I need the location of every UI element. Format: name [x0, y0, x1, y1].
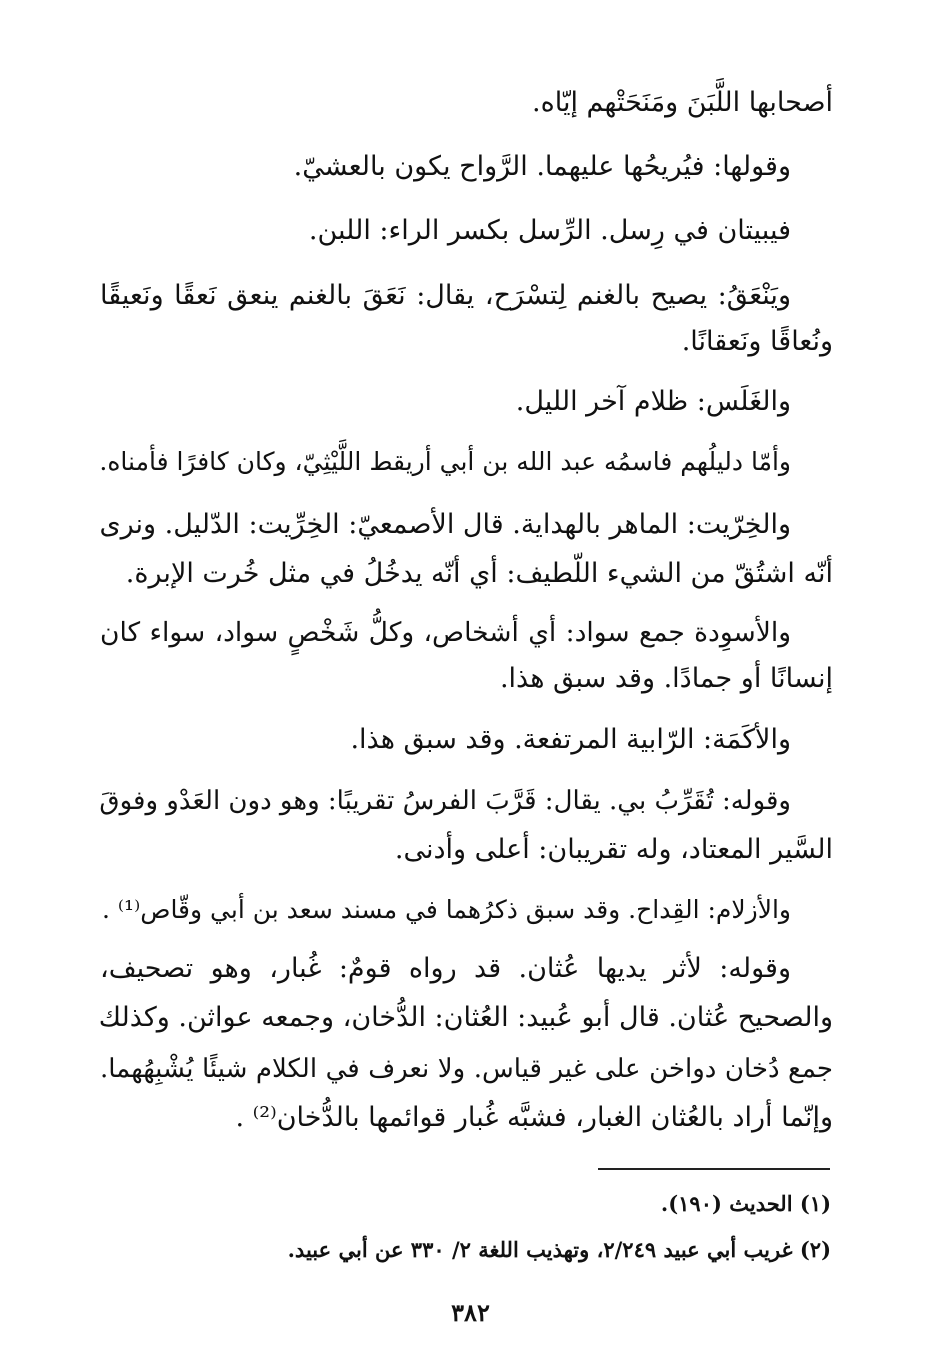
- text-line: ونُعاقًا ونَعقانًا.: [681, 326, 833, 357]
- page-number: ٣٨٢: [451, 1298, 490, 1327]
- text-line: والأكَمَة: الرّابية المرتفعة. وقد سبق هذا.: [350, 724, 791, 755]
- footnote: (١) الحديث (١٩٠).: [660, 1191, 831, 1216]
- text-line: والغَلَس: ظلام آخر الليل.: [515, 386, 791, 417]
- text-line: والصحيح عُثان. قال أبو عُبيد: العُثان: الدُّخان، وجمعه عواثن. وكذلك: [98, 1002, 833, 1033]
- text-line: أنّه اشتُقّ من الشيء اللّطيف: أي أنّه يدخُلُ في مثل خُرت الإبرة.: [125, 558, 833, 589]
- text-line: وأمّا دليلُهم فاسمُه عبد الله بن أبي أريقط اللَّيْثِيّ، وكان كافرًا فأمناه.: [99, 447, 791, 476]
- text-line: وإنّما أراد بالعُثان الغبار، فشبَّه غُبار قوائمها بالدُّخان⁽²⁾ .: [235, 1102, 833, 1133]
- text-line: ويَنْعَقُ: يصيح بالغنم لِتسْرَح، يقال: نَعَقَ بالغنم ينعق نَعقًا ونَعيقًا: [100, 280, 791, 311]
- text-line: والخِرّيت: الماهر بالهداية. قال الأصمعيّ: الخِرِّيت: الدّليل. ونرى: [99, 509, 791, 540]
- footnote-divider: [598, 1168, 830, 1170]
- text-line: والأسوِدة جمع سواد: أي أشخاص، وكلُّ شَخْصٍ سواد، سواء كان: [100, 617, 791, 648]
- text-line: فيبيتان في رِسل. الرِّسل بكسر الراء: اللبن.: [308, 215, 791, 246]
- text-line: والأزلام: القِداح. وقد سبق ذكرُهما في مسند سعد بن أبي وقّاص⁽¹⁾ .: [102, 895, 791, 924]
- text-line: وقوله: لأثر يديها عُثان. قد رواه قومٌ: غُبار، وهو تصحيف،: [100, 953, 791, 984]
- text-line: إنسانًا أو جمادًا. وقد سبق هذا.: [499, 663, 833, 694]
- footnote: (٢) غريب أبي عبيد ٢/٢٤٩، وتهذيب اللغة ٢/ ٣٣٠ عن أبي عبيد.: [287, 1237, 831, 1262]
- text-line: جمع دُخان دواخن على غير قياس. ولا نعرف في الكلام شيئًا يُشْبِهُهما.: [100, 1054, 833, 1084]
- text-line: السَّير المعتاد، وله تقريبان: أعلى وأدنى.: [394, 834, 833, 865]
- text-line: أصحابها اللَّبَنَ ومَنَحَتْهم إيّاه.: [532, 87, 833, 118]
- text-line: وقوله: تُقَرِّبُ بي. يقال: قَرَّبَ الفرسُ تقريبًا: وهو دون العَدْو وفوقَ: [99, 786, 791, 816]
- text-line: وقولها: فيُريحُها عليهما. الرَّواح يكون بالعشيّ.: [293, 151, 791, 182]
